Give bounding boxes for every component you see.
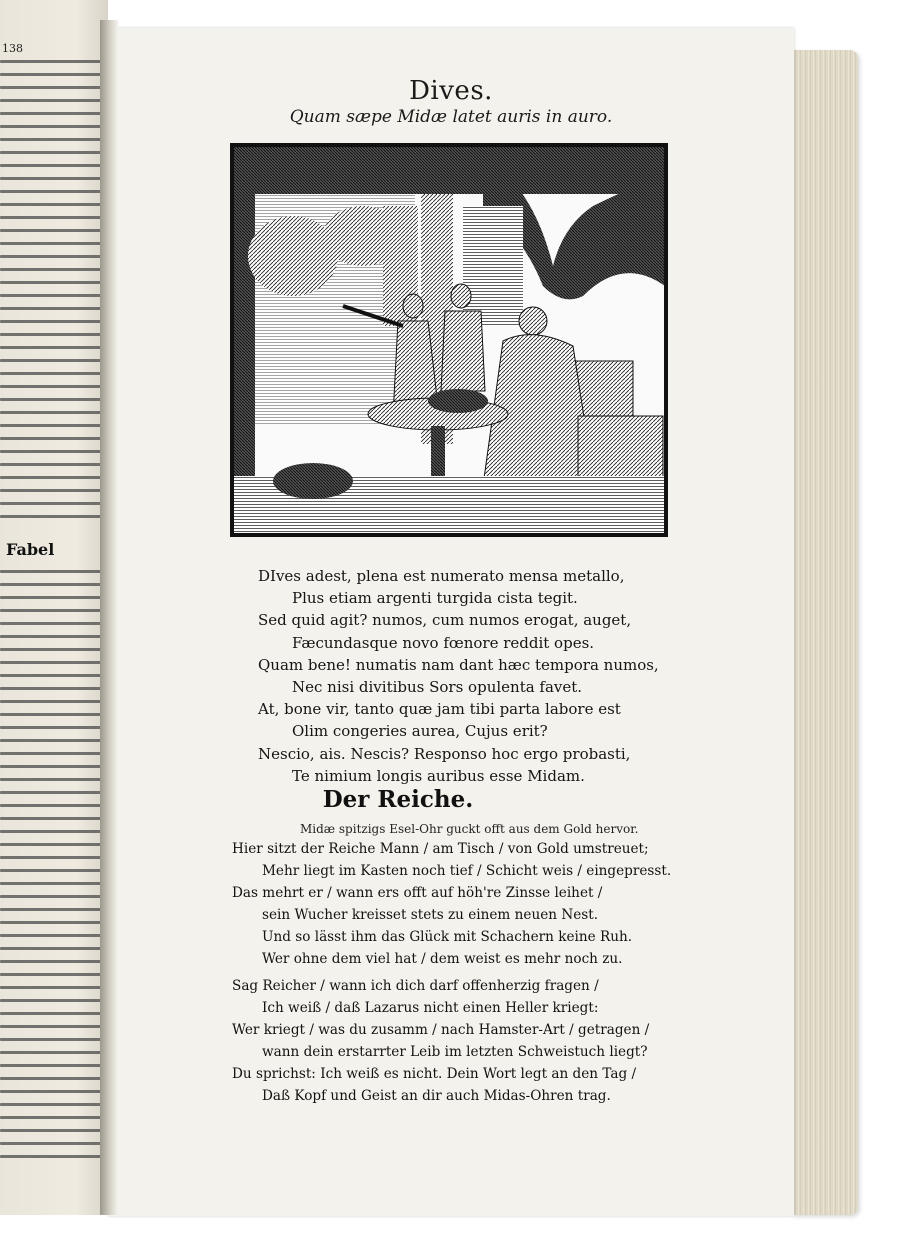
german-verse-line: Hier sitzt der Reiche Mann / am Tisch / von Gold umstreuet; [232,841,649,857]
german-verse-line: Mehr liegt im Kasten noch tief / Schicht weis / eingepresst. [262,863,672,880]
latin-verse-line: Fæcundasque novo fœnore reddit opes. [292,633,595,652]
german-title: Der Reiche. [322,786,474,813]
german-verse-line: Wer ohne dem viel hat / dem weist es mehr noch zu. [262,951,623,968]
emblem-title: Dives. [409,76,493,106]
left-page-heading: Fabel [6,540,55,559]
latin-verse-line: Nec nisi divitibus Sors opulenta favet. [292,678,583,697]
left-page [0,0,108,1215]
german-subtitle: Midæ spitzigs Esel-Ohr guckt offt aus dem Gold hervor. [300,822,639,836]
german-verse-line: Du sprichst: Ich weiß es nicht. Dein Wort legt an den Tag / [232,1065,637,1082]
latin-verse-line: Quam bene! numatis nam dant hæc tempora numos, [258,655,659,674]
left-page-text-block [0,60,104,530]
latin-verse-line: DIves adest, plena est numerato mensa metallo, [258,567,625,585]
latin-poem [258,565,678,787]
book-gutter [100,20,118,1215]
latin-verse-line: Olim congeries aurea, Cujus erit? [292,722,548,741]
engraving-illustration [230,143,668,537]
latin-verse-line: At, bone vir, tanto quæ jam tibi parta labore est [258,700,621,719]
emblem-motto: Quam sæpe Midæ latet auris in auro. [289,107,613,127]
german-poem [232,838,692,1107]
latin-verse-line: Te nimium longis auribus esse Midam. [292,766,585,785]
german-verse-line: Ich weiß / daß Lazarus nicht einen Heller kriegt: [262,999,599,1016]
latin-verse-line: Sed quid agit? numos, cum numos erogat, auget, [258,611,632,630]
german-verse-line: Das mehrt er / wann ers offt auf höh're Zinsse leihet / [232,885,603,902]
german-verse-line: wann dein erstarrter Leib im letzten Schweistuch liegt? [262,1043,648,1060]
german-verse-line: Und so lässt ihm das Glück mit Schachern keine Ruh. [262,929,633,946]
german-verse-line: Daß Kopf und Geist an dir auch Midas-Ohren trag. [262,1088,611,1105]
page-edges [792,50,858,1215]
latin-verse-line: Nescio, ais. Nescis? Responso hoc ergo probasti, [258,744,631,763]
german-verse-line: Wer kriegt / was du zusamm / nach Hamster-Art / getragen / [232,1021,650,1038]
german-verse-line: Sag Reicher / wann ich dich darf offenherzig fragen / [232,977,599,994]
left-page-number: 138 [2,42,23,55]
german-verse-line: sein Wucher kreisset stets zu einem neuen Nest. [262,907,599,924]
latin-verse-line: Plus etiam argenti turgida cista tegit. [292,589,578,608]
left-page-text-block [0,570,104,1180]
